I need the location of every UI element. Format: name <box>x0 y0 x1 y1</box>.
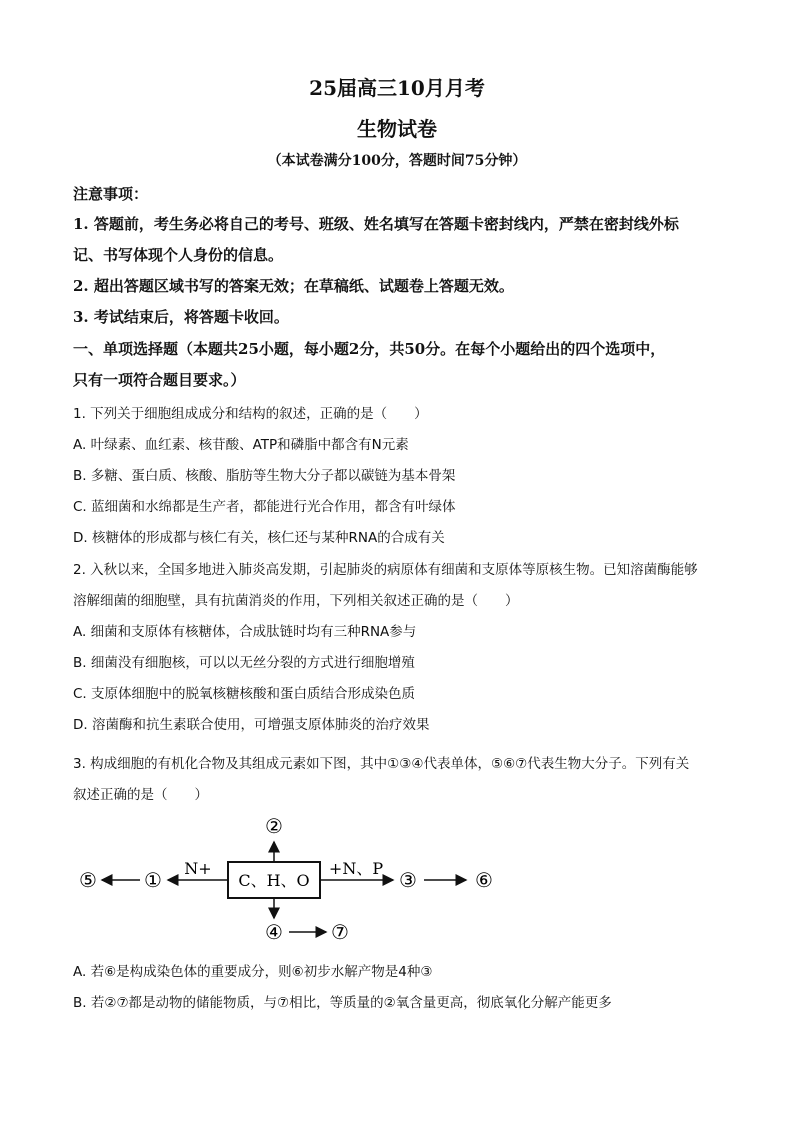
node-4: ④ <box>265 920 283 944</box>
question-1-option-a: A. 叶绿素、血红素、核苷酸、ATP和磷脂中都含有N元素 <box>73 437 409 453</box>
notice-item-3: 3. 考试结束后，将答题卡收回。 <box>73 308 289 326</box>
question-3-stem-line-1: 3. 构成细胞的有机化合物及其组成元素如下图，其中①③④代表单体，⑤⑥⑦代表生物大分子。下列有关 <box>73 756 690 772</box>
label-n-p: +N、P <box>328 859 384 878</box>
question-1-option-b: B. 多糖、蛋白质、核酸、脂肪等生物大分子都以碳链为基本骨架 <box>73 468 456 484</box>
exam-note: （本试卷满分100分，答题时间75分钟） <box>267 153 527 169</box>
section-1-heading-line-2: 只有一项符合题目要求。） <box>73 371 246 389</box>
organic-compound-diagram <box>74 812 504 944</box>
exam-title: 25届高三10月月考 <box>309 76 485 100</box>
notice-item-1-line-2: 记、书写体现个人身份的信息。 <box>73 246 284 264</box>
question-1-stem: 1. 下列关于细胞组成成分和结构的叙述，正确的是（ ） <box>73 406 428 422</box>
notice-item-1-line-1: 1. 答题前，考生务必将自己的考号、班级、姓名填写在答题卡密封线内，严禁在密封线外标 <box>73 215 679 233</box>
question-3-option-b: B. 若②⑦都是动物的储能物质，与⑦相比，等质量的②氧含量更高，彻底氧化分解产能更多 <box>73 995 612 1011</box>
node-1: ① <box>144 868 162 892</box>
node-3: ③ <box>399 868 417 892</box>
section-1-heading-line-1: 一、单项选择题（本题共25小题，每小题2分，共50分。在每个小题给出的四个选项中， <box>73 340 666 358</box>
notice-heading: 注意事项： <box>73 185 149 203</box>
node-2: ② <box>265 814 283 838</box>
question-1-option-c: C. 蓝细菌和水绵都是生产者，都能进行光合作用，都含有叶绿体 <box>73 499 456 515</box>
question-1-option-d: D. 核糖体的形成都与核仁有关，核仁还与某种RNA的合成有关 <box>73 530 445 546</box>
notice-item-2: 2. 超出答题区域书写的答案无效；在草稿纸、试题卷上答题无效。 <box>73 277 514 295</box>
question-2-option-c: C. 支原体细胞中的脱氧核糖核酸和蛋白质结合形成染色质 <box>73 686 416 702</box>
question-3-option-a: A. 若⑥是构成染色体的重要成分，则⑥初步水解产物是4种③ <box>73 964 433 980</box>
node-5: ⑤ <box>79 868 97 892</box>
exam-subtitle: 生物试卷 <box>357 117 437 141</box>
elements-label: C、H、O <box>238 871 310 890</box>
node-7: ⑦ <box>331 920 349 944</box>
question-2-option-d: D. 溶菌酶和抗生素联合使用，可增强支原体肺炎的治疗效果 <box>73 717 430 733</box>
question-2-option-a: A. 细菌和支原体有核糖体，合成肽链时均有三种RNA参与 <box>73 624 417 640</box>
question-2-stem-line-1: 2. 入秋以来，全国多地进入肺炎高发期，引起肺炎的病原体有细菌和支原体等原核生物。已知溶菌酶能够 <box>73 562 698 578</box>
node-6: ⑥ <box>475 868 493 892</box>
question-2-option-b: B. 细菌没有细胞核，可以以无丝分裂的方式进行细胞增殖 <box>73 655 415 671</box>
question-3-stem-line-2: 叙述正确的是（ ） <box>73 787 208 803</box>
question-2-stem-line-2: 溶解细菌的细胞壁，具有抗菌消炎的作用，下列相关叙述正确的是（ ） <box>73 593 519 609</box>
label-n-plus: N+ <box>184 859 212 878</box>
